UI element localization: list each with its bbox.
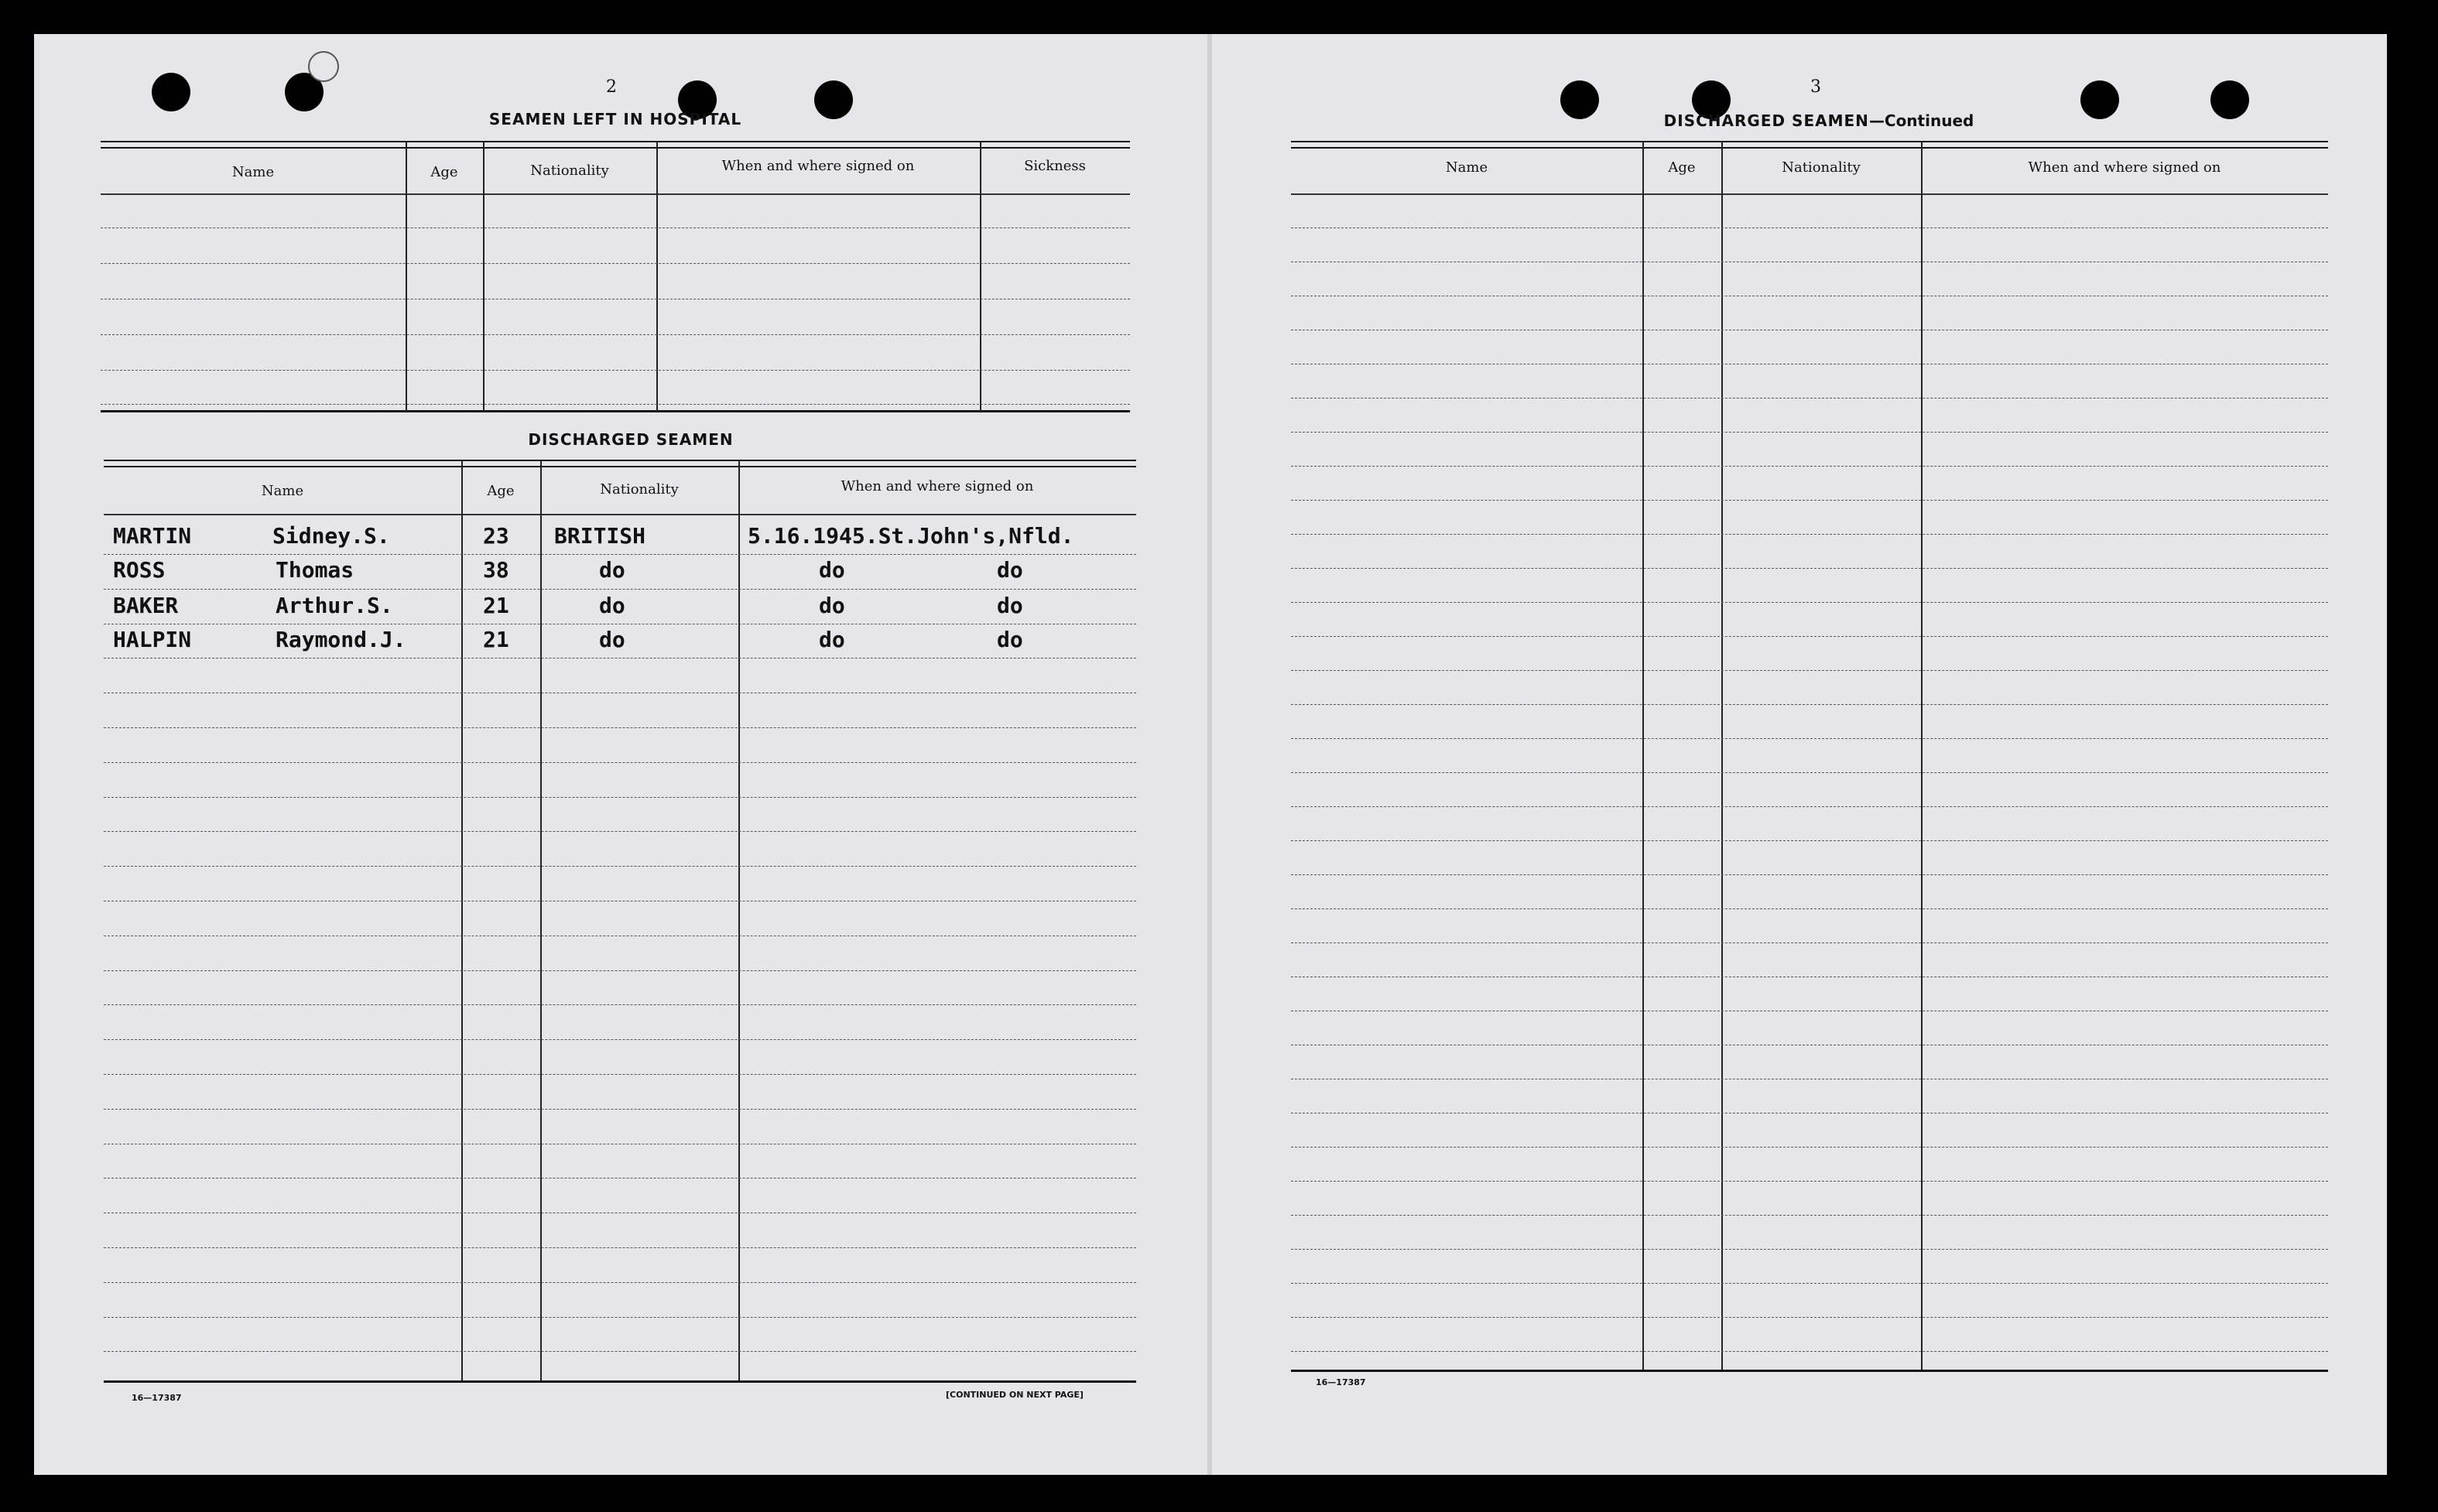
- binder-hole: [2080, 80, 2119, 119]
- ruled-line: [104, 1247, 1136, 1248]
- ruled-line: [1291, 1147, 2328, 1148]
- column-header: Name: [261, 483, 304, 499]
- ruled-line: [1291, 534, 2328, 535]
- ruled-line: [104, 1282, 1136, 1283]
- column-header: Nationality: [530, 162, 609, 179]
- page-fold: [1207, 34, 1212, 1475]
- ruled-line: [1291, 1215, 2328, 1216]
- seaman-age: 21: [483, 627, 509, 652]
- table-row: [104, 557, 1136, 588]
- ruled-line: [1291, 636, 2328, 637]
- torn-binder-hole: [308, 51, 339, 82]
- column-header: Age: [430, 164, 458, 180]
- signed-on-value: do: [819, 593, 845, 618]
- ruled-line: [1291, 670, 2328, 671]
- ruled-line: [1291, 602, 2328, 603]
- ruled-line: [1291, 840, 2328, 841]
- ruled-line: [1291, 466, 2328, 467]
- discharged-continued-title: [1610, 111, 2028, 130]
- ruled-line: [104, 1109, 1136, 1110]
- ruled-line: [1291, 704, 2328, 705]
- signed-on-ditto: do: [997, 593, 1023, 618]
- ruled-line: [104, 866, 1136, 867]
- form-number: 16—17387: [1316, 1377, 1366, 1387]
- ruled-line: [104, 1004, 1136, 1005]
- seaman-age: 38: [483, 557, 509, 583]
- ruled-line: [1291, 1317, 2328, 1318]
- seaman-surname: HALPIN: [113, 627, 192, 652]
- seaman-given-name: Raymond.J.: [276, 627, 406, 652]
- ruled-line: [104, 1317, 1136, 1318]
- ruled-line: [1291, 1351, 2328, 1352]
- ruled-line: [1291, 806, 2328, 807]
- page-number: 3: [1810, 77, 1821, 97]
- column-header: When and where signed on: [721, 158, 915, 174]
- column-header: Age: [487, 483, 515, 499]
- seaman-age: 21: [483, 593, 509, 618]
- form-number: 16—17387: [132, 1393, 182, 1403]
- seaman-nationality: do: [599, 593, 625, 618]
- ruled-line: [1291, 874, 2328, 875]
- binder-hole: [1560, 80, 1599, 119]
- ruled-line: [1291, 432, 2328, 433]
- column-header: Nationality: [600, 481, 679, 498]
- column-header: Sickness: [1024, 158, 1086, 174]
- seaman-surname: MARTIN: [113, 523, 192, 549]
- ruled-line: [1291, 227, 2328, 228]
- continued-note: [CONTINUED ON NEXT PAGE]: [946, 1390, 1084, 1400]
- ruled-line: [104, 1351, 1136, 1352]
- signed-on-ditto: do: [997, 557, 1023, 583]
- ruled-line: [1291, 772, 2328, 773]
- column-header: When and where signed on: [841, 478, 1034, 494]
- binder-hole: [2210, 80, 2249, 119]
- seaman-given-name: Sidney.S.: [272, 523, 390, 549]
- ruled-line: [1291, 398, 2328, 399]
- ruled-line: [1291, 1249, 2328, 1250]
- binder-hole: [152, 73, 190, 111]
- page-number: 2: [606, 77, 617, 97]
- ruled-line: [104, 589, 1136, 590]
- ruled-line: [104, 831, 1136, 832]
- seaman-surname: ROSS: [113, 557, 166, 583]
- ruled-line: [1291, 1283, 2328, 1284]
- table-row: [104, 523, 1136, 554]
- seaman-nationality: BRITISH: [554, 523, 646, 549]
- signed-on-value: do: [819, 557, 845, 583]
- ruled-line: [104, 658, 1136, 659]
- ruled-line: [1291, 942, 2328, 943]
- table-row: [104, 593, 1136, 624]
- binder-hole: [814, 80, 853, 119]
- ruled-line: [104, 727, 1136, 728]
- hospital-section-title: SEAMEN LEFT IN HOSPITAL: [488, 110, 742, 128]
- ruled-line: [104, 1074, 1136, 1075]
- ruled-line: [1291, 500, 2328, 501]
- ruled-line: [104, 1039, 1136, 1040]
- column-header: Age: [1668, 159, 1696, 176]
- ruled-line: [1291, 568, 2328, 569]
- ruled-line: [104, 797, 1136, 798]
- seaman-surname: BAKER: [113, 593, 179, 618]
- column-header: When and where signed on: [2028, 159, 2221, 176]
- seaman-nationality: do: [599, 627, 625, 652]
- signed-on-ditto: do: [997, 627, 1023, 652]
- seaman-given-name: Arthur.S.: [276, 593, 393, 618]
- seaman-nationality: do: [599, 557, 625, 583]
- seaman-given-name: Thomas: [276, 557, 354, 583]
- ruled-line: [104, 554, 1136, 555]
- ruled-line: [104, 970, 1136, 971]
- title-text: DISCHARGED SEAMEN: [1663, 111, 1869, 130]
- signed-on-value: do: [819, 627, 845, 652]
- title-suffix: —Continued: [1868, 111, 1974, 130]
- column-header: Name: [1445, 159, 1488, 176]
- ruled-line: [1291, 908, 2328, 909]
- ruled-line: [1291, 738, 2328, 739]
- hospital-table: [101, 141, 1130, 413]
- ruled-line: [104, 762, 1136, 763]
- discharged-section-title: DISCHARGED SEAMEN: [528, 430, 734, 449]
- column-header: Nationality: [1782, 159, 1861, 176]
- table-row: [104, 627, 1136, 658]
- ruled-line: [1291, 1181, 2328, 1182]
- seaman-age: 23: [483, 523, 509, 549]
- discharged-continued-table: [1291, 141, 2328, 1373]
- column-header: Name: [231, 164, 275, 180]
- signed-on-value: 5.16.1945.St.John's,Nfld.: [748, 523, 1074, 549]
- discharged-table: [104, 460, 1136, 1384]
